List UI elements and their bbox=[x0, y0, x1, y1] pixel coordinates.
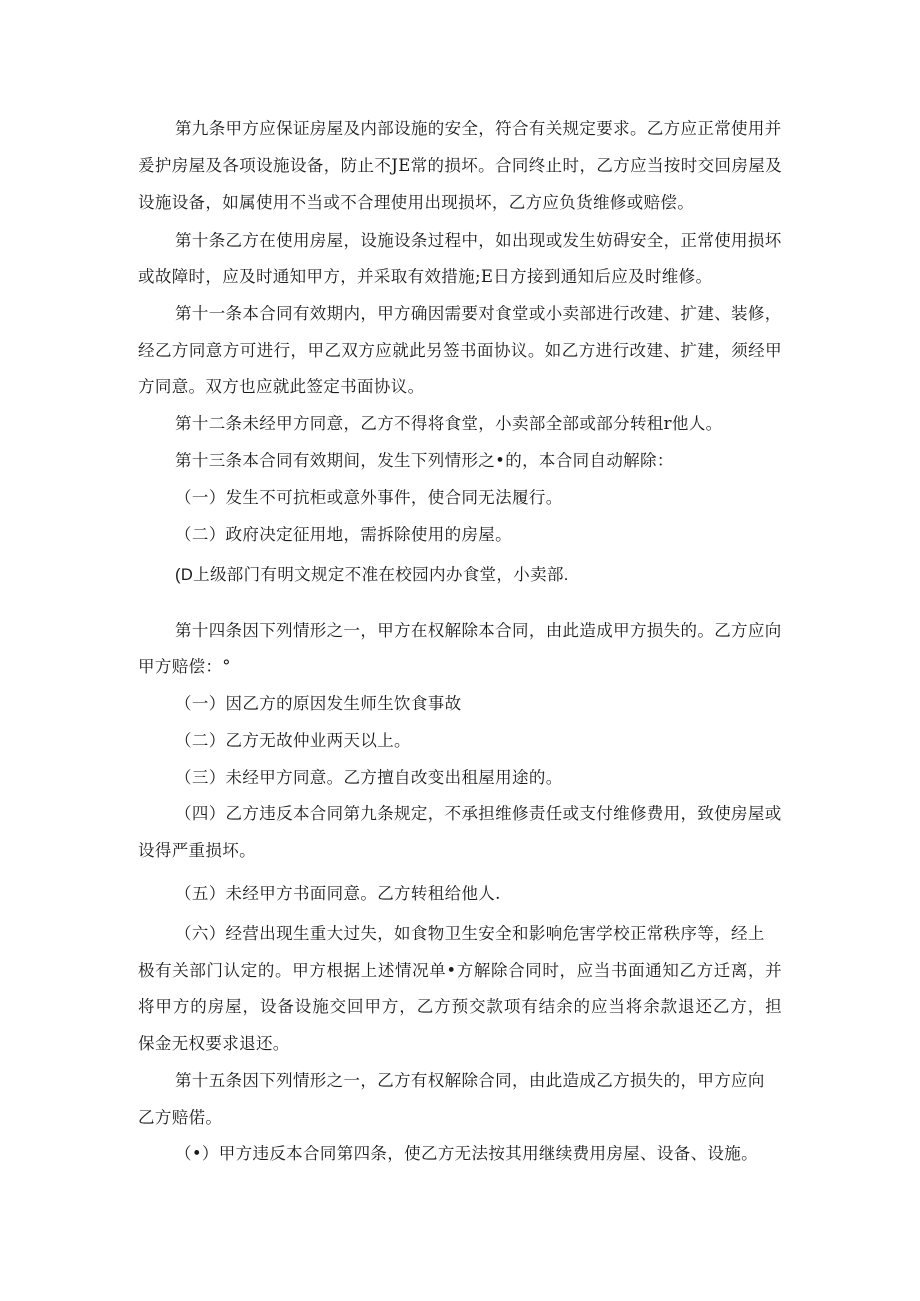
article-14-item-6-line-2: 极有关部门认定的。甲方根据上述情况单•方解除合同时，应当书面通知乙方迁离，并 bbox=[138, 961, 782, 980]
article-14-line-2: 甲方赔偿：° bbox=[138, 657, 231, 676]
article-11-line-1: 第十一条本合同有效期内，甲方确因需要对食堂或小卖部进行改建、扩建、装修， bbox=[175, 304, 782, 323]
article-14-item-3: （三）未经甲方同意。乙方擅自改变出租屋用途的。 bbox=[175, 768, 563, 787]
article-12-line-1: 第十二条未经甲方同意，乙方不得将食堂，小卖部全部或部分转租r他人。 bbox=[175, 414, 723, 433]
article-10-line-1: 第十条乙方在使用房屋，设施设条过程中，如出现或发生妨碍安全，正常使用损坏 bbox=[175, 231, 782, 250]
article-13-item-3: (D上级部门有明文规定不准在校园内办食堂，小卖部. bbox=[175, 566, 569, 584]
article-11-line-2: 经乙方同意方可进行，甲乙双方应就此另签书面协议。如乙方进行改建、扩建，须经甲 bbox=[138, 341, 782, 360]
article-14-item-6-line-4: 保金无权要求退还。 bbox=[138, 1034, 290, 1053]
article-14-item-4-line-2: 设得严重损坏。 bbox=[138, 841, 256, 860]
article-14-item-6-line-1: （六）经营出现生重大过失，如食物卫生安全和影响危害学校正常秩序等，经上 bbox=[175, 924, 765, 943]
article-13-line-1: 第十三条本合同有效期间，发生下列情形之•的，本合同自动解除： bbox=[175, 451, 674, 470]
article-10-line-2: 或故障时，应及时通知甲方，并采取有效措施;E日方接到通知后应及时维修。 bbox=[138, 267, 713, 286]
article-14-item-2: （二）乙方无故仲业两天以上。 bbox=[175, 731, 411, 750]
article-15-item-1: （•）甲方违反本合同第四条，使乙方无法按其用继续费用房屋、设备、设施。 bbox=[175, 1144, 758, 1163]
article-9-line-2: 爰护房屋及各项设施设备，防止不JE常的损坏。合同终止时，乙方应当按时交回房屋及 bbox=[138, 156, 782, 175]
article-13-item-2: （二）政府决定征用地，需拆除使用的房屋。 bbox=[175, 525, 512, 544]
article-14-item-1: （一）因乙方的原因发生师生饮食事故 bbox=[175, 694, 462, 713]
article-15-line-1: 第十五条因下列情形之一，乙方有权解除合同，由此造成乙方损失的，甲方应向 bbox=[175, 1071, 765, 1090]
article-14-item-5: （五）未经甲方书面同意。乙方转租给他人. bbox=[175, 884, 501, 903]
article-9-line-1: 第九条甲方应保证房屋及内部设施的安全，符合有关规定要求。乙方应正常使用并 bbox=[175, 119, 782, 138]
article-9-line-3: 设施设备，如属使用不当或不合理使用出现损坏，乙方应负货维修或赔偿。 bbox=[138, 193, 695, 212]
article-15-line-2: 乙方赔偌。 bbox=[138, 1108, 223, 1127]
article-13-item-1: （一）发生不可抗柜或意外事件，使合同无法履行。 bbox=[175, 488, 563, 507]
article-11-line-3: 方同意。双方也应就此签定书面协议。 bbox=[138, 377, 425, 396]
article-14-item-4-line-1: （四）乙方违反本合同第九条规定，不承担维修责任或支付维修费用，致使房屋或 bbox=[175, 804, 782, 823]
article-14-line-1: 第十四条因下列情形之一，甲方在权解除本合同，由此造成甲方损失的。乙方应向 bbox=[175, 621, 782, 640]
article-14-item-6-line-3: 将甲方的房屋，设备设施交回甲方，乙方预交款项有结余的应当将余款退还乙方，担 bbox=[138, 997, 782, 1016]
